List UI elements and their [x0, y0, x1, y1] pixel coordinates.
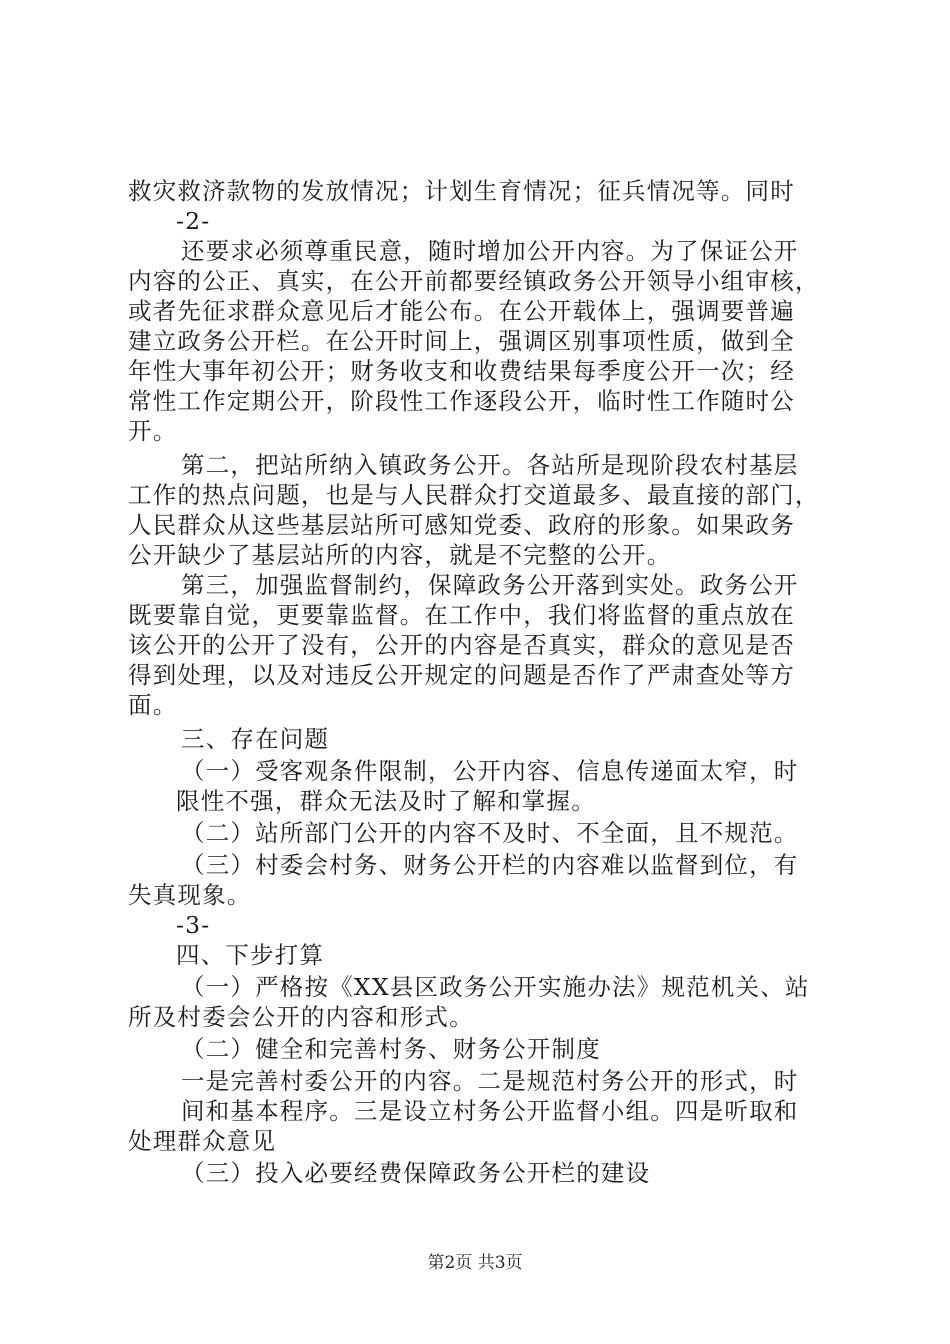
text-line: （三）投入必要经费保障政务公开栏的建设 [181, 1159, 651, 1187]
section-heading: 四、下步打算 [176, 941, 325, 969]
text-line: 年性大事年初公开；财务收支和收费结果每季度公开一次；经 [128, 357, 795, 385]
text-line: 一是完善村委公开的内容。二是规范村务公开的形式，时 [181, 1067, 799, 1095]
text-line: 还要求必须尊重民意，随时增加公开内容。为了保证公开 [181, 237, 799, 265]
page-footer: 第2页 共3页 [427, 1253, 523, 1273]
text-line: 救灾救济款物的发放情况；计划生育情况；征兵情况等。同时 [128, 177, 795, 205]
text-line: 人民群众从这些基层站所可感知党委、政府的形象。如果政务 [128, 511, 795, 539]
text-line: 内容的公正、真实，在公开前都要经镇政务公开领导小组审核， [128, 267, 820, 295]
section-heading: 三、存在问题 [181, 725, 330, 753]
text-line: 第二，把站所纳入镇政务公开。各站所是现阶段农村基层 [181, 451, 799, 479]
text-line: 工作的热点问题，也是与人民群众打交道最多、最直接的部门， [128, 481, 820, 509]
text-line: （一）严格按《XX县区政务公开实施办法》规范机关、站 [181, 973, 810, 1001]
text-line: 开。 [128, 417, 178, 445]
text-line: 限性不强，群众无法及时了解和掌握。 [176, 787, 596, 815]
text-line: 处理群众意见 [128, 1127, 277, 1155]
page-marker: -3- [176, 911, 211, 939]
text-line: （三）村委会村务、财务公开栏的内容难以监督到位，有 [181, 851, 799, 879]
text-line: 面。 [128, 691, 178, 719]
text-line: （二）站所部门公开的内容不及时、不全面，且不规范。 [181, 819, 799, 847]
text-line: 公开缺少了基层站所的内容，就是不完整的公开。 [128, 541, 672, 569]
text-line: 既要靠自觉，更要靠监督。在工作中，我们将监督的重点放在 [128, 601, 795, 629]
text-line: 或者先征求群众意见后才能公布。在公开载体上，强调要普遍 [128, 297, 795, 325]
text-line: 第三，加强监督制约，保障政务公开落到实处。政务公开 [181, 571, 799, 599]
page-marker: -2- [176, 207, 211, 235]
text-line: （二）健全和完善村务、财务公开制度 [181, 1035, 601, 1063]
text-line: （一）受客观条件限制，公开内容、信息传递面太窄，时 [181, 757, 799, 785]
text-line: 间和基本程序。三是设立村务公开监督小组。四是听取和 [181, 1097, 799, 1125]
text-line: 所及村委会公开的内容和形式。 [128, 1003, 474, 1031]
text-line: 该公开的公开了没有，公开的内容是否真实，群众的意见是否 [128, 631, 795, 659]
text-line: 建立政务公开栏。在公开时间上，强调区别事项性质，做到全 [128, 327, 795, 355]
text-line: 常性工作定期公开，阶段性工作逐段公开，临时性工作随时公 [128, 387, 795, 415]
text-line: 得到处理，以及对违反公开规定的问题是否作了严肃查处等方 [128, 661, 795, 689]
text-line: 失真现象。 [128, 881, 252, 909]
